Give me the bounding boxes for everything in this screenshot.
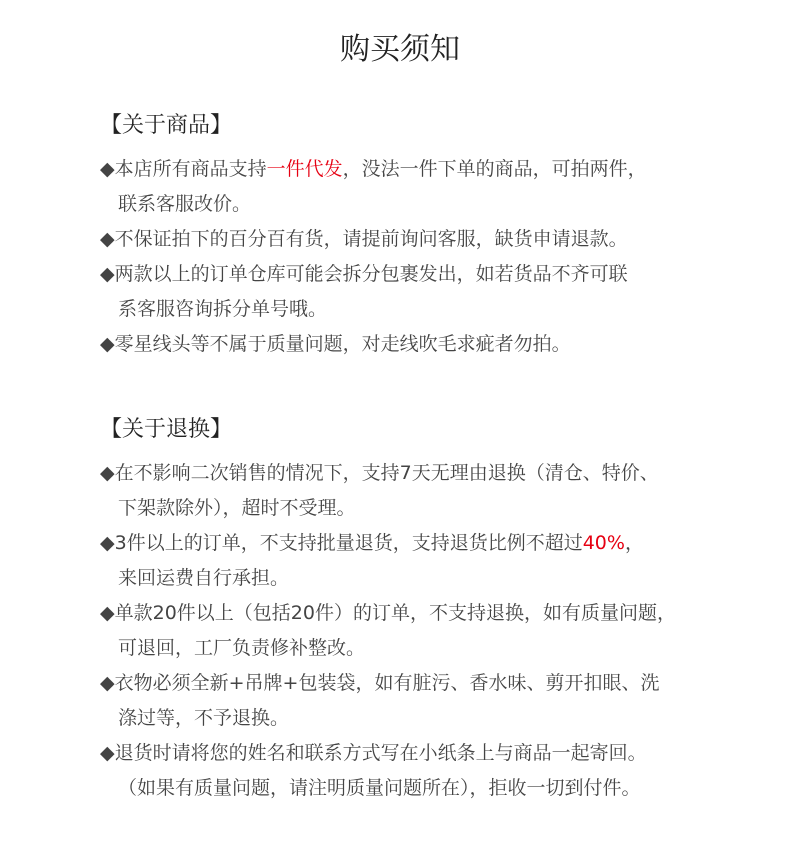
notice-item [100,456,720,526]
notice-line-continued: 来回运费自行承担。 [118,567,290,589]
notice-line [100,526,720,561]
notice-line: ◆零星线头等不属于质量问题，对走线吹毛求疵者勿拍。 [100,333,571,355]
notice-item [100,222,720,257]
section-about-return [100,412,720,806]
notice-line-continued: 联系客服改价。 [118,193,252,215]
notice-text: ， [624,532,644,554]
highlight-text: 一件代发 [266,158,343,180]
notice-line-continued: 涤过等，不予退换。 [118,707,290,729]
notice-line: ◆衣物必须全新+吊牌+包装袋，如有脏污、香水味、剪开扣眼、洗 [100,672,660,694]
notice-item [100,257,720,327]
notice-line: ◆单款20件以上（包括20件）的订单，不支持退换，如有质量问题， [100,602,676,624]
notice-item [100,666,720,736]
notice-line-continued: （如果有质量问题，请注明质量问题所在），拒收一切到付件。 [118,777,641,799]
notice-line: ◆在不影响二次销售的情况下，支持7天无理由退换（清仓、特价、 [100,462,659,484]
notice-line: ◆退货时请将您的姓名和联系方式写在小纸条上与商品一起寄回。 [100,742,647,764]
notice-item [100,327,720,362]
notice-text: ，没法一件下单的商品，可拍两件， [342,158,647,180]
notice-line-continued: 系客服咨询拆分单号哦。 [118,298,328,320]
notice-item [100,152,720,222]
highlight-text: 40% [582,532,625,554]
section-about-product [100,108,720,362]
section-heading: 【关于商品】 [100,113,233,138]
notice-item [100,736,720,806]
notice-text: ◆3件以上的订单，不支持批量退货，支持退货比例不超过 [100,532,583,554]
notice-text: ◆本店所有商品支持 [100,158,267,180]
notice-line [100,152,720,187]
notice-item [100,526,720,596]
notice-line-continued: 下架款除外），超时不受理。 [118,497,356,519]
notice-item [100,596,720,666]
notice-line: ◆两款以上的订单仓库可能会拆分包裹发出，如若货品不齐可联 [100,263,628,285]
notice-line: ◆不保证拍下的百分百有货，请提前询问客服，缺货申请退款。 [100,228,628,250]
notice-line-continued: 可退回，工厂负责修补整改。 [118,637,366,659]
section-heading: 【关于退换】 [100,417,233,442]
page-title: 购买须知 [340,32,460,67]
